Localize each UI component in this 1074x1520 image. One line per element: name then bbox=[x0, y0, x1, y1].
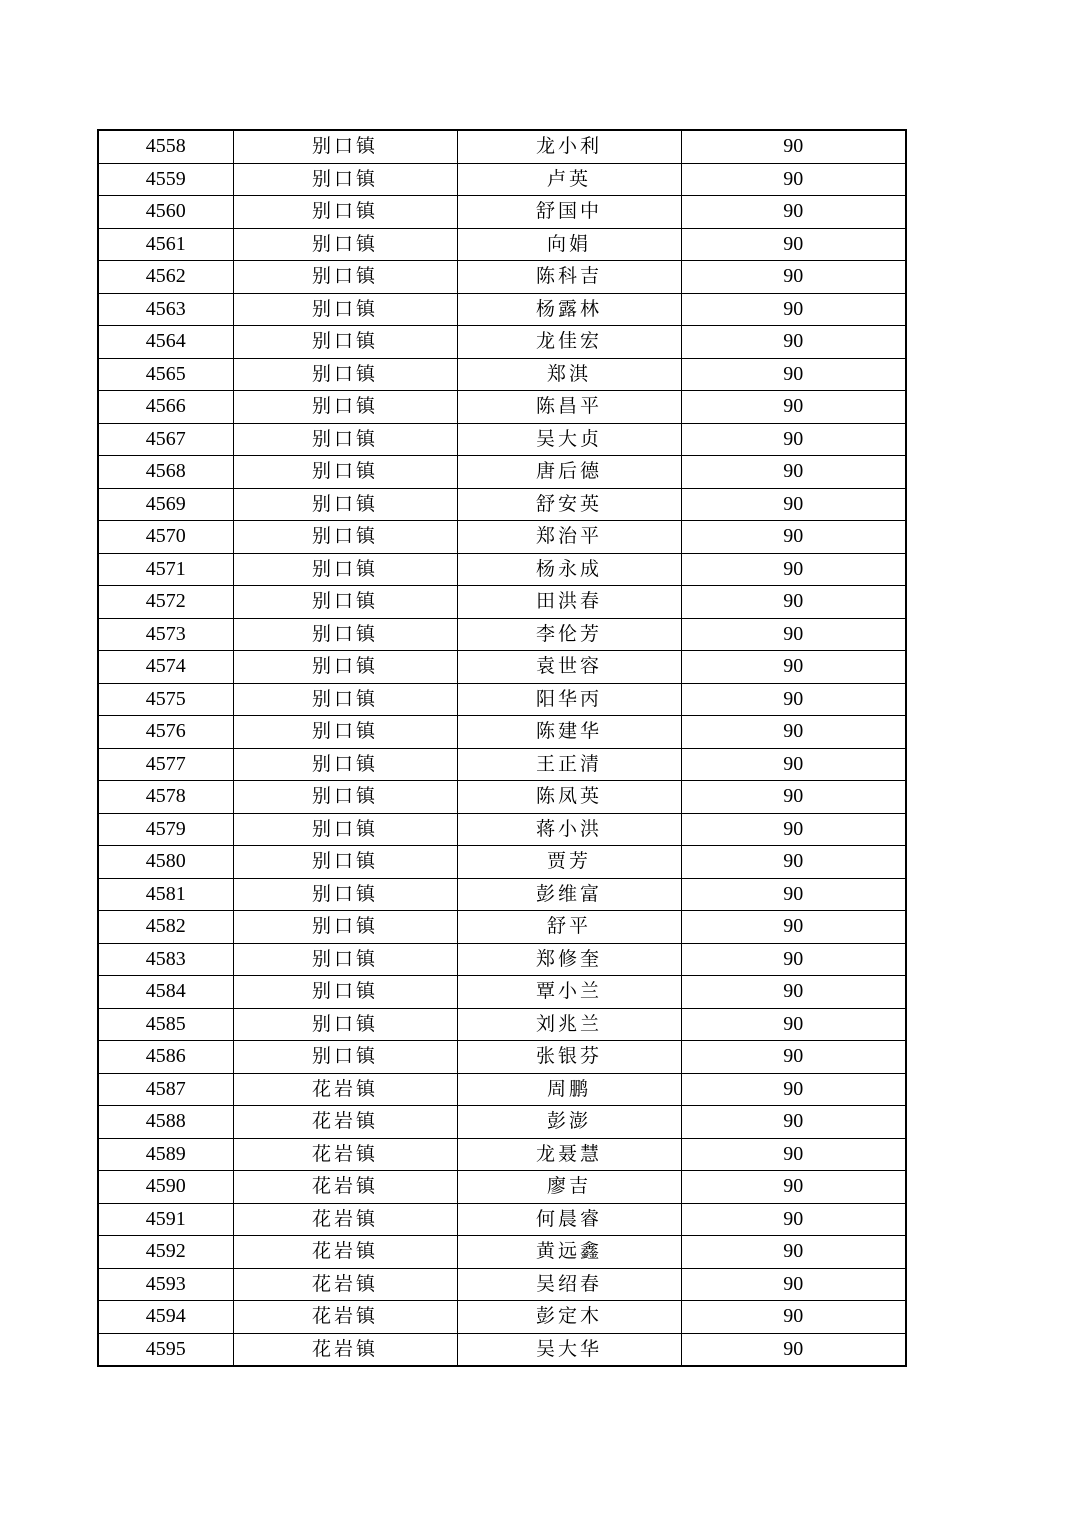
cell-town: 别口镇 bbox=[233, 846, 457, 879]
cell-amount: 90 bbox=[681, 423, 906, 456]
cell-person-name: 杨露林 bbox=[457, 293, 681, 326]
table-row bbox=[98, 326, 906, 359]
cell-person-name: 彭维富 bbox=[457, 878, 681, 911]
cell-town: 别口镇 bbox=[233, 163, 457, 196]
cell-town: 花岩镇 bbox=[233, 1106, 457, 1139]
cell-person-name: 彭定木 bbox=[457, 1301, 681, 1334]
cell-amount: 90 bbox=[681, 781, 906, 814]
cell-amount: 90 bbox=[681, 1171, 906, 1204]
table-row bbox=[98, 488, 906, 521]
cell-amount: 90 bbox=[681, 1203, 906, 1236]
cell-serial-number: 4567 bbox=[98, 423, 233, 456]
cell-amount: 90 bbox=[681, 391, 906, 424]
table-row bbox=[98, 423, 906, 456]
table-row bbox=[98, 130, 906, 163]
cell-amount: 90 bbox=[681, 196, 906, 229]
cell-person-name: 吴大贞 bbox=[457, 423, 681, 456]
cell-serial-number: 4588 bbox=[98, 1106, 233, 1139]
table-row bbox=[98, 293, 906, 326]
cell-amount: 90 bbox=[681, 1106, 906, 1139]
cell-person-name: 唐后德 bbox=[457, 456, 681, 489]
cell-town: 花岩镇 bbox=[233, 1333, 457, 1366]
cell-amount: 90 bbox=[681, 130, 906, 163]
cell-town: 别口镇 bbox=[233, 781, 457, 814]
cell-serial-number: 4589 bbox=[98, 1138, 233, 1171]
cell-amount: 90 bbox=[681, 1268, 906, 1301]
cell-person-name: 陈建华 bbox=[457, 716, 681, 749]
cell-town: 别口镇 bbox=[233, 618, 457, 651]
cell-person-name: 田洪春 bbox=[457, 586, 681, 619]
cell-person-name: 吴大华 bbox=[457, 1333, 681, 1366]
cell-amount: 90 bbox=[681, 846, 906, 879]
cell-town: 别口镇 bbox=[233, 456, 457, 489]
table-row bbox=[98, 683, 906, 716]
cell-serial-number: 4575 bbox=[98, 683, 233, 716]
cell-serial-number: 4568 bbox=[98, 456, 233, 489]
cell-town: 别口镇 bbox=[233, 911, 457, 944]
cell-amount: 90 bbox=[681, 943, 906, 976]
cell-person-name: 龙聂慧 bbox=[457, 1138, 681, 1171]
cell-town: 别口镇 bbox=[233, 293, 457, 326]
table-row bbox=[98, 358, 906, 391]
data-table bbox=[97, 129, 907, 1367]
cell-serial-number: 4566 bbox=[98, 391, 233, 424]
table-row bbox=[98, 196, 906, 229]
table-row bbox=[98, 1041, 906, 1074]
table-row bbox=[98, 748, 906, 781]
cell-serial-number: 4574 bbox=[98, 651, 233, 684]
cell-person-name: 张银芬 bbox=[457, 1041, 681, 1074]
cell-person-name: 陈凤英 bbox=[457, 781, 681, 814]
cell-town: 花岩镇 bbox=[233, 1073, 457, 1106]
cell-amount: 90 bbox=[681, 1008, 906, 1041]
table-row bbox=[98, 1333, 906, 1366]
cell-person-name: 刘兆兰 bbox=[457, 1008, 681, 1041]
cell-person-name: 覃小兰 bbox=[457, 976, 681, 1009]
cell-amount: 90 bbox=[681, 586, 906, 619]
table-row bbox=[98, 521, 906, 554]
cell-person-name: 周鹏 bbox=[457, 1073, 681, 1106]
cell-serial-number: 4562 bbox=[98, 261, 233, 294]
cell-person-name: 黄远鑫 bbox=[457, 1236, 681, 1269]
table-row bbox=[98, 586, 906, 619]
cell-person-name: 蒋小洪 bbox=[457, 813, 681, 846]
table-body bbox=[98, 130, 906, 1366]
cell-serial-number: 4585 bbox=[98, 1008, 233, 1041]
cell-serial-number: 4583 bbox=[98, 943, 233, 976]
table-row bbox=[98, 1301, 906, 1334]
cell-person-name: 杨永成 bbox=[457, 553, 681, 586]
cell-person-name: 向娟 bbox=[457, 228, 681, 261]
table-row bbox=[98, 228, 906, 261]
cell-serial-number: 4593 bbox=[98, 1268, 233, 1301]
cell-town: 别口镇 bbox=[233, 261, 457, 294]
cell-town: 别口镇 bbox=[233, 878, 457, 911]
cell-serial-number: 4581 bbox=[98, 878, 233, 911]
table-row bbox=[98, 846, 906, 879]
cell-town: 花岩镇 bbox=[233, 1171, 457, 1204]
cell-amount: 90 bbox=[681, 1236, 906, 1269]
cell-town: 别口镇 bbox=[233, 423, 457, 456]
cell-amount: 90 bbox=[681, 488, 906, 521]
table-row bbox=[98, 1138, 906, 1171]
cell-serial-number: 4582 bbox=[98, 911, 233, 944]
cell-amount: 90 bbox=[681, 716, 906, 749]
cell-person-name: 阳华丙 bbox=[457, 683, 681, 716]
cell-person-name: 何晨睿 bbox=[457, 1203, 681, 1236]
cell-serial-number: 4561 bbox=[98, 228, 233, 261]
cell-amount: 90 bbox=[681, 813, 906, 846]
cell-amount: 90 bbox=[681, 358, 906, 391]
table-row bbox=[98, 1008, 906, 1041]
table-row bbox=[98, 261, 906, 294]
cell-town: 别口镇 bbox=[233, 553, 457, 586]
cell-person-name: 陈昌平 bbox=[457, 391, 681, 424]
cell-town: 花岩镇 bbox=[233, 1301, 457, 1334]
cell-town: 花岩镇 bbox=[233, 1268, 457, 1301]
cell-person-name: 郑治平 bbox=[457, 521, 681, 554]
cell-town: 别口镇 bbox=[233, 651, 457, 684]
cell-town: 别口镇 bbox=[233, 326, 457, 359]
cell-town: 别口镇 bbox=[233, 748, 457, 781]
cell-amount: 90 bbox=[681, 261, 906, 294]
cell-amount: 90 bbox=[681, 326, 906, 359]
cell-person-name: 彭澎 bbox=[457, 1106, 681, 1139]
cell-serial-number: 4571 bbox=[98, 553, 233, 586]
cell-amount: 90 bbox=[681, 1073, 906, 1106]
cell-person-name: 吴绍春 bbox=[457, 1268, 681, 1301]
cell-serial-number: 4595 bbox=[98, 1333, 233, 1366]
cell-serial-number: 4579 bbox=[98, 813, 233, 846]
cell-town: 别口镇 bbox=[233, 976, 457, 1009]
cell-person-name: 李伦芳 bbox=[457, 618, 681, 651]
table-row bbox=[98, 651, 906, 684]
cell-person-name: 龙佳宏 bbox=[457, 326, 681, 359]
cell-town: 别口镇 bbox=[233, 683, 457, 716]
cell-serial-number: 4572 bbox=[98, 586, 233, 619]
cell-amount: 90 bbox=[681, 553, 906, 586]
cell-amount: 90 bbox=[681, 163, 906, 196]
cell-serial-number: 4584 bbox=[98, 976, 233, 1009]
cell-amount: 90 bbox=[681, 228, 906, 261]
cell-person-name: 贾芳 bbox=[457, 846, 681, 879]
table-row bbox=[98, 1171, 906, 1204]
cell-serial-number: 4580 bbox=[98, 846, 233, 879]
cell-person-name: 郑淇 bbox=[457, 358, 681, 391]
cell-person-name: 廖吉 bbox=[457, 1171, 681, 1204]
cell-serial-number: 4559 bbox=[98, 163, 233, 196]
table-row bbox=[98, 163, 906, 196]
cell-town: 花岩镇 bbox=[233, 1203, 457, 1236]
table-row bbox=[98, 456, 906, 489]
cell-amount: 90 bbox=[681, 293, 906, 326]
cell-town: 别口镇 bbox=[233, 391, 457, 424]
cell-amount: 90 bbox=[681, 748, 906, 781]
cell-serial-number: 4586 bbox=[98, 1041, 233, 1074]
cell-amount: 90 bbox=[681, 1138, 906, 1171]
cell-person-name: 舒平 bbox=[457, 911, 681, 944]
cell-serial-number: 4576 bbox=[98, 716, 233, 749]
table-row bbox=[98, 911, 906, 944]
cell-serial-number: 4592 bbox=[98, 1236, 233, 1269]
cell-town: 别口镇 bbox=[233, 196, 457, 229]
cell-town: 别口镇 bbox=[233, 130, 457, 163]
cell-serial-number: 4564 bbox=[98, 326, 233, 359]
cell-amount: 90 bbox=[681, 1041, 906, 1074]
cell-serial-number: 4578 bbox=[98, 781, 233, 814]
table-row bbox=[98, 1073, 906, 1106]
cell-town: 别口镇 bbox=[233, 358, 457, 391]
table-row bbox=[98, 1203, 906, 1236]
cell-town: 别口镇 bbox=[233, 488, 457, 521]
cell-serial-number: 4558 bbox=[98, 130, 233, 163]
table-row bbox=[98, 391, 906, 424]
cell-person-name: 王正清 bbox=[457, 748, 681, 781]
cell-serial-number: 4573 bbox=[98, 618, 233, 651]
cell-town: 别口镇 bbox=[233, 813, 457, 846]
cell-amount: 90 bbox=[681, 911, 906, 944]
cell-amount: 90 bbox=[681, 521, 906, 554]
cell-serial-number: 4577 bbox=[98, 748, 233, 781]
cell-amount: 90 bbox=[681, 456, 906, 489]
table-row bbox=[98, 1236, 906, 1269]
cell-serial-number: 4569 bbox=[98, 488, 233, 521]
cell-serial-number: 4560 bbox=[98, 196, 233, 229]
cell-amount: 90 bbox=[681, 1333, 906, 1366]
cell-serial-number: 4594 bbox=[98, 1301, 233, 1334]
cell-town: 别口镇 bbox=[233, 716, 457, 749]
cell-amount: 90 bbox=[681, 1301, 906, 1334]
cell-serial-number: 4590 bbox=[98, 1171, 233, 1204]
cell-town: 别口镇 bbox=[233, 1008, 457, 1041]
table-row bbox=[98, 976, 906, 1009]
cell-person-name: 袁世容 bbox=[457, 651, 681, 684]
cell-amount: 90 bbox=[681, 878, 906, 911]
table-row bbox=[98, 781, 906, 814]
cell-amount: 90 bbox=[681, 651, 906, 684]
cell-town: 别口镇 bbox=[233, 1041, 457, 1074]
cell-serial-number: 4587 bbox=[98, 1073, 233, 1106]
cell-person-name: 卢英 bbox=[457, 163, 681, 196]
cell-town: 别口镇 bbox=[233, 943, 457, 976]
cell-serial-number: 4563 bbox=[98, 293, 233, 326]
cell-person-name: 陈科吉 bbox=[457, 261, 681, 294]
table-row bbox=[98, 1106, 906, 1139]
table-row bbox=[98, 618, 906, 651]
table-row bbox=[98, 813, 906, 846]
cell-serial-number: 4591 bbox=[98, 1203, 233, 1236]
cell-person-name: 舒国中 bbox=[457, 196, 681, 229]
cell-town: 花岩镇 bbox=[233, 1236, 457, 1269]
table-row bbox=[98, 878, 906, 911]
cell-amount: 90 bbox=[681, 683, 906, 716]
cell-person-name: 舒安英 bbox=[457, 488, 681, 521]
table-row bbox=[98, 1268, 906, 1301]
table-row bbox=[98, 943, 906, 976]
cell-person-name: 龙小利 bbox=[457, 130, 681, 163]
cell-person-name: 郑修奎 bbox=[457, 943, 681, 976]
cell-serial-number: 4565 bbox=[98, 358, 233, 391]
cell-town: 别口镇 bbox=[233, 521, 457, 554]
cell-serial-number: 4570 bbox=[98, 521, 233, 554]
cell-amount: 90 bbox=[681, 618, 906, 651]
cell-town: 花岩镇 bbox=[233, 1138, 457, 1171]
cell-town: 别口镇 bbox=[233, 228, 457, 261]
table-row bbox=[98, 553, 906, 586]
table-row bbox=[98, 716, 906, 749]
cell-town: 别口镇 bbox=[233, 586, 457, 619]
cell-amount: 90 bbox=[681, 976, 906, 1009]
